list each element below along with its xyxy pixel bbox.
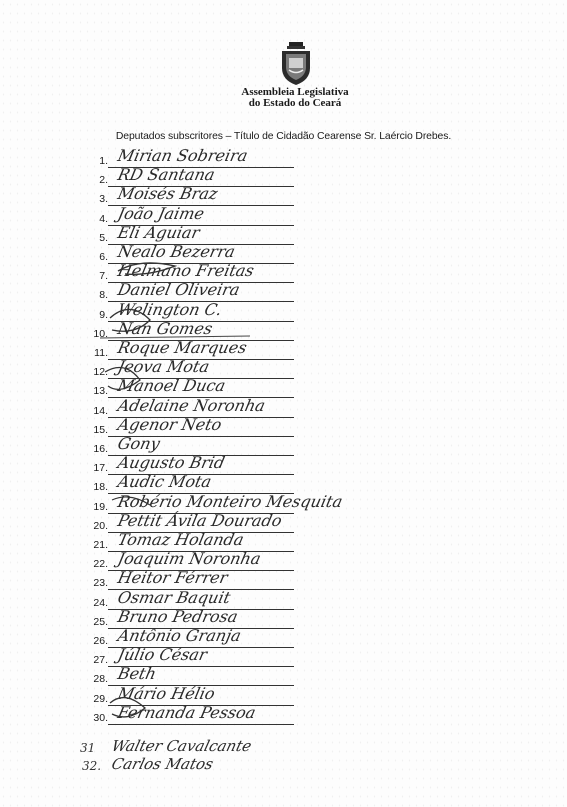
row-number: 25. bbox=[93, 615, 108, 628]
handwritten-signature: Robério Monteiro Mesquita bbox=[115, 491, 345, 511]
row-number: 16. bbox=[93, 443, 108, 455]
handwritten-row-number: 32. bbox=[82, 759, 102, 773]
handwritten-signature: Walter Cavalcante bbox=[109, 737, 254, 755]
handwritten-signature: Agenor Neto bbox=[115, 414, 224, 434]
signature-row bbox=[0, 222, 567, 249]
row-number: 18. bbox=[93, 481, 108, 494]
row-number: 3. bbox=[99, 193, 108, 206]
signature-row bbox=[0, 318, 567, 345]
signature-row bbox=[0, 242, 567, 268]
row-number: 30. bbox=[93, 711, 108, 724]
row-number: 26. bbox=[93, 635, 108, 647]
row-number: 14. bbox=[93, 404, 108, 417]
signature-row bbox=[0, 434, 567, 460]
signature-row bbox=[0, 626, 567, 652]
handwritten-signature: Augusto Brid bbox=[115, 453, 227, 473]
handwritten-signature: Fernanda Pessoa bbox=[115, 702, 258, 722]
signature-row bbox=[0, 702, 567, 729]
row-number: 23. bbox=[93, 577, 108, 590]
handwritten-signature: Antônio Granja bbox=[115, 626, 243, 645]
row-number: 29. bbox=[93, 692, 108, 705]
handwritten-signature: Daniel Oliveira bbox=[115, 280, 242, 300]
signature-row bbox=[0, 549, 567, 575]
signature-row bbox=[0, 338, 567, 364]
handwritten-signature: Beth bbox=[115, 664, 158, 684]
signature-row bbox=[0, 530, 567, 556]
handwritten-signature: Moisés Braz bbox=[115, 184, 220, 204]
row-number: 8. bbox=[99, 289, 108, 302]
signature-row bbox=[0, 395, 567, 422]
row-number: 22. bbox=[93, 558, 108, 571]
handwritten-row-number: 31 bbox=[80, 741, 96, 755]
signature-line bbox=[108, 724, 294, 725]
handwritten-signature: Nealo Bezerra bbox=[115, 242, 237, 261]
handwritten-signature: Júlio César bbox=[115, 645, 209, 665]
document-title: Deputados subscritores – Título de Cidadão Cearense Sr. Laércio Drebes. bbox=[115, 131, 452, 142]
row-number: 10. bbox=[93, 327, 108, 340]
handwritten-signature: Adelaine Noronha bbox=[115, 395, 267, 415]
signature-row bbox=[0, 203, 567, 230]
signature-row bbox=[0, 453, 567, 479]
handwritten-signature: Carlos Matos bbox=[109, 755, 216, 773]
signature-row bbox=[0, 587, 567, 614]
handwritten-signature: Tomaz Holanda bbox=[115, 530, 246, 549]
signature-row bbox=[0, 280, 567, 306]
row-number: 11. bbox=[94, 347, 108, 359]
signature-row bbox=[0, 165, 567, 191]
row-number: 13. bbox=[93, 385, 108, 398]
row-number: 6. bbox=[99, 251, 108, 263]
row-number: 5. bbox=[99, 231, 108, 244]
row-number: 20. bbox=[93, 519, 108, 532]
handwritten-signature: Mário Hélio bbox=[115, 683, 217, 703]
handwritten-signature: Heitor Férrer bbox=[115, 568, 230, 588]
signature-row bbox=[0, 184, 567, 210]
handwritten-signature: RD Santana bbox=[115, 165, 217, 185]
handwritten-signature: Helmano Freitas bbox=[115, 261, 256, 281]
org-line-2: do Estado do Ceará bbox=[248, 97, 342, 109]
handwritten-signature: Osmar Baquit bbox=[115, 587, 233, 607]
row-number: 9. bbox=[99, 308, 108, 321]
handwritten-signature: Jeova Mota bbox=[115, 357, 212, 377]
org-line-1: Assembleia Legislativa bbox=[241, 86, 349, 98]
row-number: 15. bbox=[93, 423, 108, 436]
row-number: 2. bbox=[99, 174, 108, 187]
row-number: 28. bbox=[93, 673, 108, 686]
handwritten-signature: Bruno Pedrosa bbox=[115, 606, 240, 626]
signature-row bbox=[0, 664, 567, 690]
handwritten-signature: Pettit Ávila Dourado bbox=[115, 510, 284, 530]
row-number: 24. bbox=[93, 596, 108, 609]
signature-row bbox=[0, 510, 567, 537]
row-number: 21. bbox=[93, 539, 108, 551]
row-number: 17. bbox=[93, 462, 108, 475]
signature-row bbox=[0, 414, 567, 441]
handwritten-signature: Audic Mota bbox=[115, 472, 214, 492]
signature-row bbox=[0, 568, 567, 594]
row-number: 1. bbox=[99, 155, 108, 167]
handwritten-signature: Mirian Sobreira bbox=[115, 146, 250, 165]
signature-row bbox=[0, 146, 567, 172]
signature-row bbox=[0, 491, 567, 518]
handwritten-signature: Nan Gomes bbox=[115, 318, 215, 338]
signature-row bbox=[0, 683, 567, 710]
row-number: 19. bbox=[93, 500, 108, 513]
signature-row bbox=[0, 299, 567, 326]
row-number: 7. bbox=[99, 270, 108, 283]
signature-row bbox=[0, 376, 567, 402]
handwritten-signature: Welington C. bbox=[115, 299, 224, 319]
row-number: 12. bbox=[93, 366, 108, 379]
handwritten-signature: Roque Marques bbox=[115, 338, 249, 357]
signature-row bbox=[0, 645, 567, 671]
row-number: 27. bbox=[93, 654, 108, 667]
signature-row bbox=[0, 606, 567, 633]
handwritten-signature: Eli Aguiar bbox=[115, 222, 202, 242]
handwritten-signature: Manoel Duca bbox=[115, 376, 228, 396]
signature-row bbox=[0, 261, 567, 287]
signature-row bbox=[0, 357, 567, 383]
row-number: 4. bbox=[99, 212, 108, 225]
handwritten-signature: Gony bbox=[115, 434, 162, 453]
handwritten-signature: Joaquim Noronha bbox=[115, 549, 263, 569]
handwritten-signature: João Jaime bbox=[115, 203, 207, 223]
